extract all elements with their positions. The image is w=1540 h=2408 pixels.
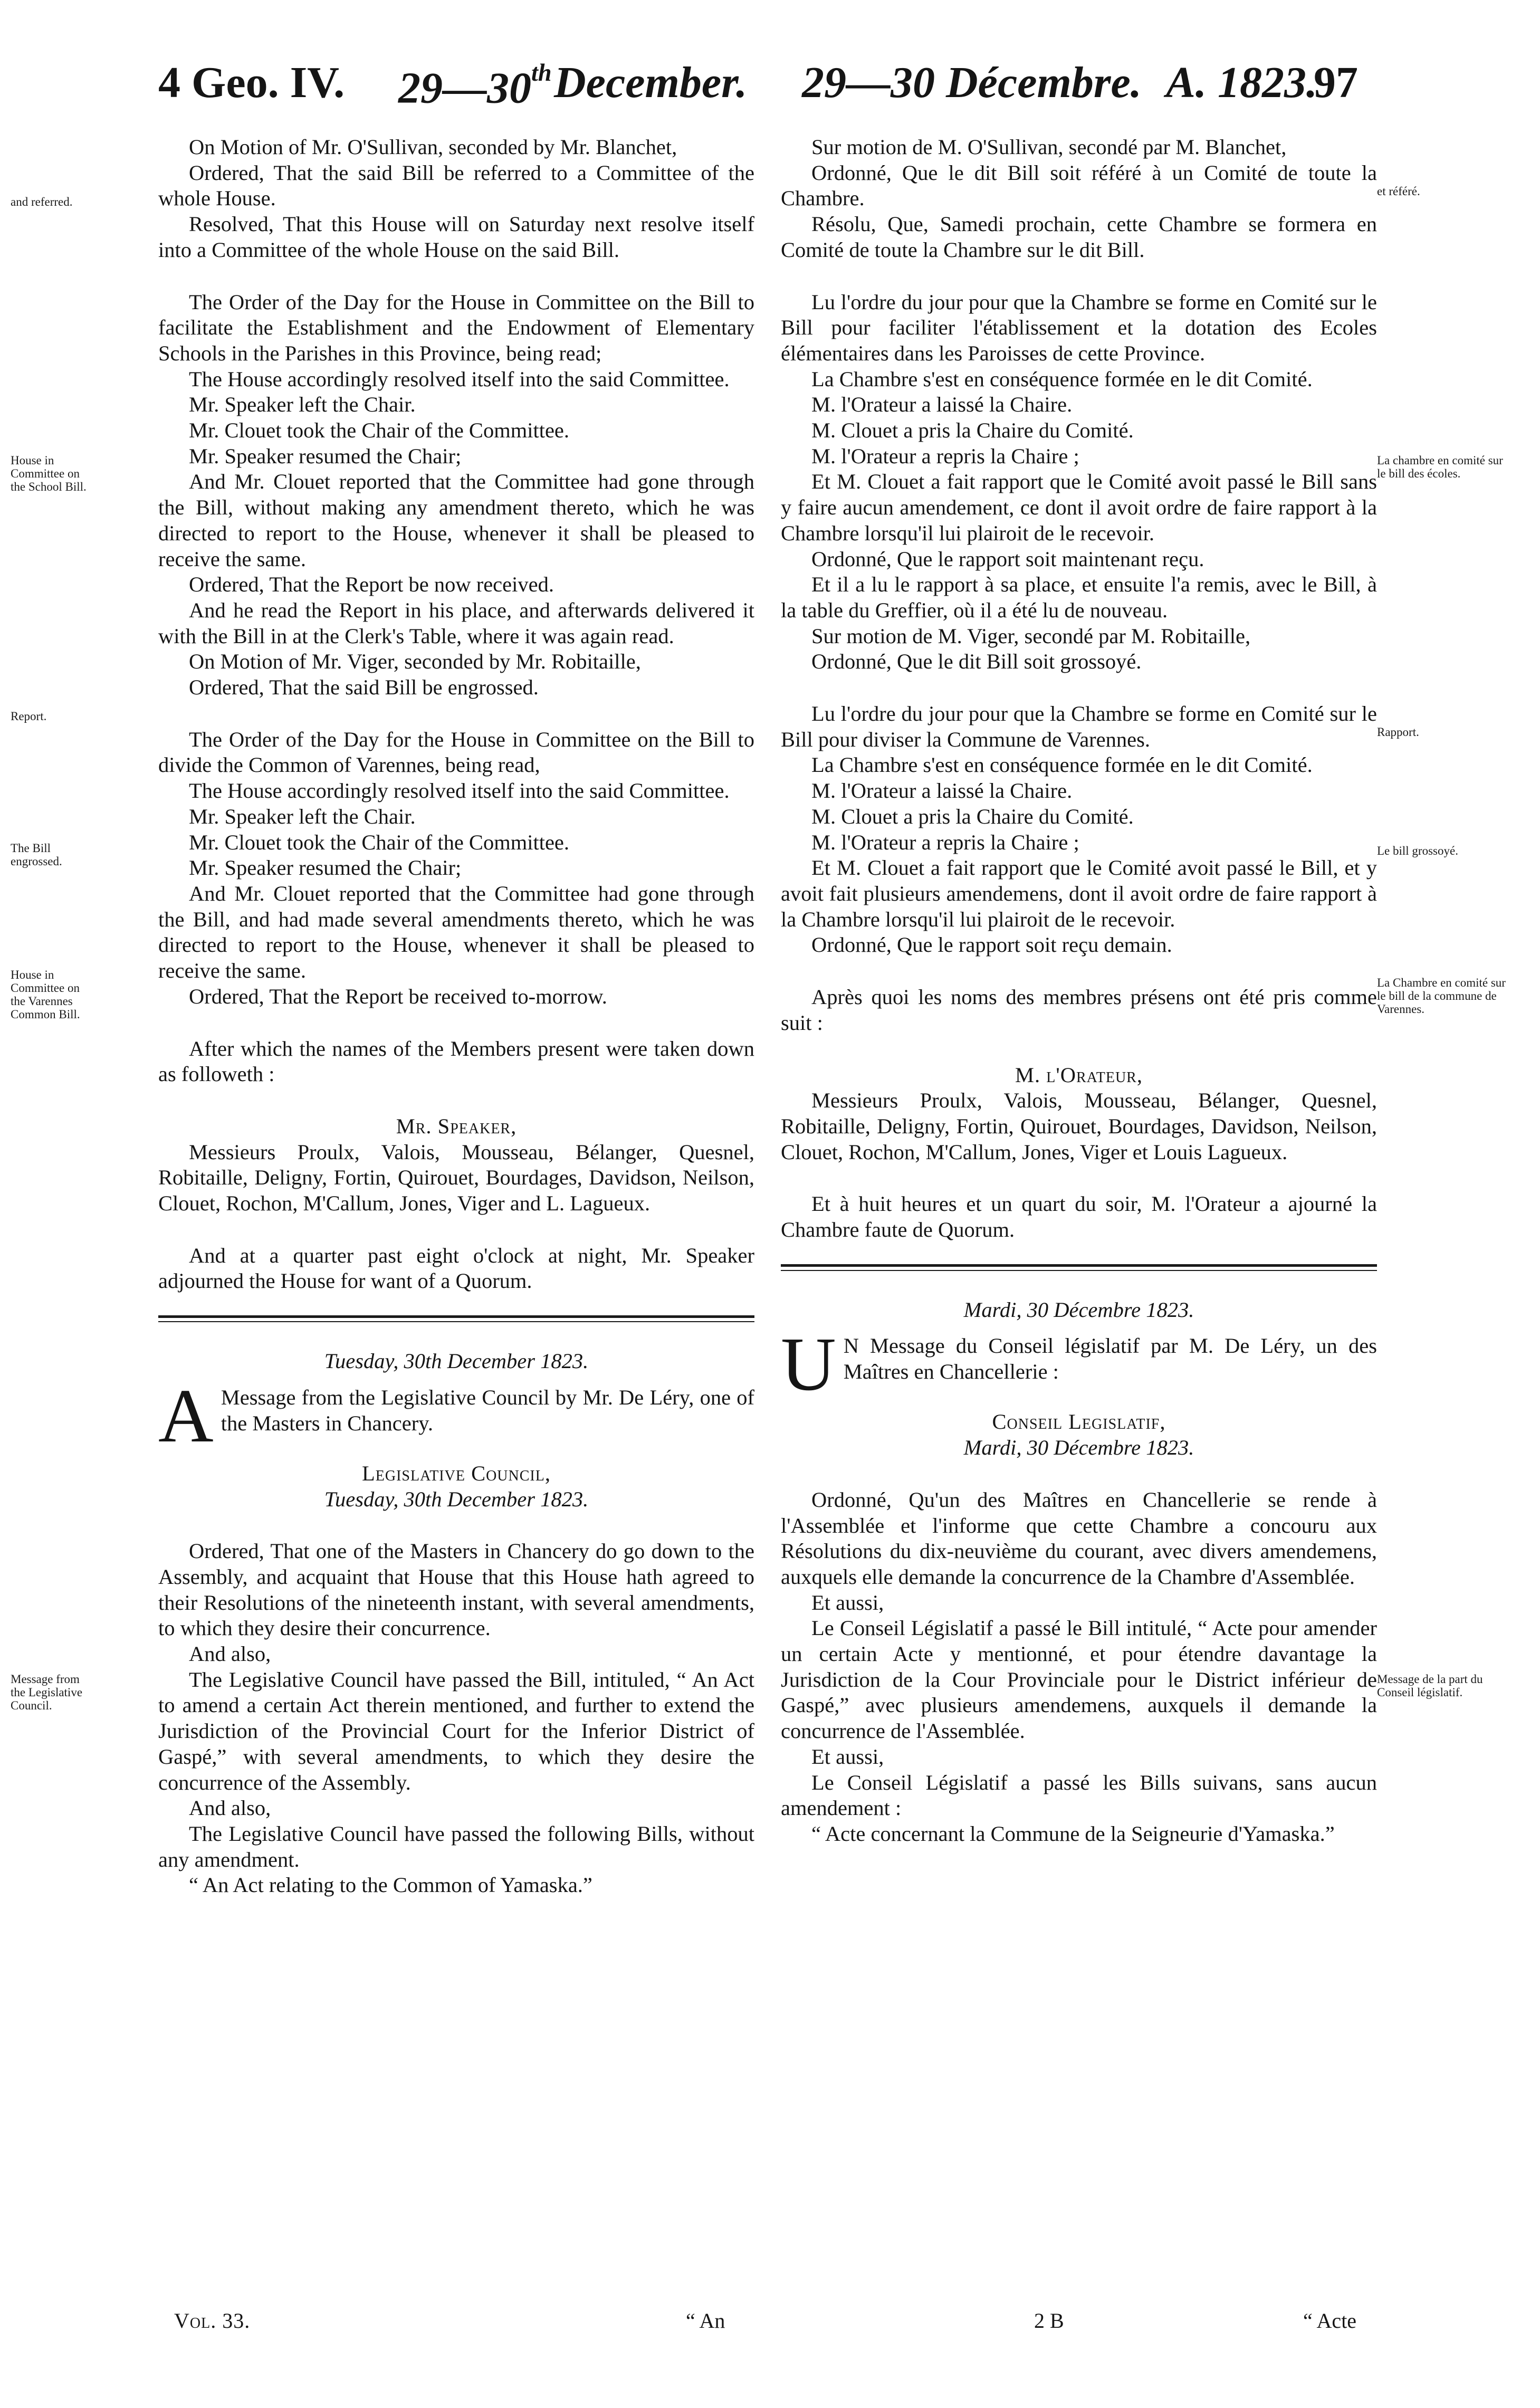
en-message	[158, 1373, 754, 1458]
en-p8: Mr. Speaker resumed the Chair;	[189, 444, 462, 468]
en-p1: On Motion of Mr. O'Sullivan, seconded by Mr. Blanchet,	[189, 135, 677, 159]
en-p2: Ordered, That the said Bill be referred to a Committee of the whole House.	[158, 160, 754, 211]
fr-p19: Et M. Clouet a fait rapport que le Comité avoit passé le Bill, et y avoit fait plusieurs amendemens, dont il avoit ordre de faire rapport à la Chambre lorsqu'il lui plairoit de le recevoir.	[781, 856, 1377, 931]
header-year	[1166, 58, 1318, 107]
fr-p12: Sur motion de M. Viger, secondé par M. Robitaille,	[811, 624, 1251, 648]
fr-p7: M. Clouet a pris la Chaire du Comité.	[811, 418, 1134, 443]
fr-speaker: M. l'Orateur,	[1015, 1063, 1143, 1087]
footer-catchword-en: “ An	[686, 2309, 725, 2333]
en-p16: Mr. Speaker left the Chair.	[189, 804, 416, 828]
fr-message	[781, 1322, 1377, 1407]
en-message-text: Message from the Legislative Council by Mr. De Léry, one of the Masters in Chancery.	[221, 1385, 754, 1435]
fr-section-rule	[781, 1264, 1377, 1271]
en-p12: On Motion of Mr. Viger, seconded by Mr. Robitaille,	[189, 649, 641, 674]
fr-message-text: N Message du Conseil législatif par M. De Léry, un des Maîtres en Chancellerie :	[843, 1334, 1377, 1384]
margin-note-commune: La Chambre en comité sur le bill de la commune de Varennes.	[1377, 976, 1506, 1016]
margin-note-grossoye: Le bill grossoyé.	[1377, 844, 1458, 857]
fr-p15: La Chambre s'est en conséquence formée en le dit Comité.	[811, 753, 1313, 777]
en-p13: Ordered, That the said Bill be engrossed.	[189, 675, 539, 700]
fr-p27: Le Conseil Législatif a passé les Bills suivans, sans aucun amendement :	[781, 1770, 1377, 1820]
margin-note-varennes: House in Committee on the Varennes Common Bill.	[11, 968, 80, 1021]
en-speaker: Mr. Speaker,	[396, 1114, 517, 1138]
en-message-dropcap: A	[158, 1373, 214, 1458]
fr-p23: Ordonné, Qu'un des Maîtres en Chancellerie se rende à l'Assemblée et l'informe que cette Chambre a concouru aux Résolutions du dix-neuvième du courant, avec divers amendemens, auxquels elle demande la concurrence de la Chambre d'Assemblée.	[781, 1487, 1377, 1589]
en-p10: Ordered, That the Report be now received.	[189, 572, 554, 597]
header-reign: 4 Geo. IV.	[158, 58, 345, 107]
french-column	[781, 135, 1377, 1847]
en-p22: And at a quarter past eight o'clock at night, Mr. Speaker adjourned the House for want of a Quorum.	[158, 1243, 754, 1293]
en-p24: And also,	[189, 1642, 271, 1666]
fr-p28: “ Acte concernant la Commune de la Seigneurie d'Yamaska.”	[811, 1821, 1335, 1846]
footer-signature: 2 B	[1034, 2309, 1064, 2333]
fr-p13: Ordonné, Que le dit Bill soit grossoyé.	[811, 649, 1142, 674]
en-p23: Ordered, That one of the Masters in Chancery do go down to the Assembly, and acquaint that House that this House hath agreed to their Resolutions of the nineteenth instant, with several amendments, to which they desire their concurrence.	[158, 1539, 754, 1640]
header-left-month	[554, 58, 748, 107]
header-left-date-suffix: th	[531, 59, 552, 86]
en-date2: Tuesday, 30th December 1823.	[324, 1349, 589, 1373]
margin-note-referred: and referred.	[11, 195, 73, 208]
fr-p4: Lu l'ordre du jour pour que la Chambre se forme en Comité sur le Bill pour faciliter l'établissement et la dotation des Ecoles élémentaires dans les Paroisses de cette Province.	[781, 290, 1377, 365]
margin-note-engrossed: The Bill engrossed.	[11, 842, 62, 868]
fr-p20: Ordonné, Que le rapport soit reçu demain.	[811, 933, 1172, 957]
header-left-month-text: December.	[554, 58, 748, 107]
en-p26: And also,	[189, 1796, 271, 1820]
margin-note-refere: et référé.	[1377, 185, 1420, 198]
en-p3: Resolved, That this House will on Saturday next resolve itself into a Committee of the whole House on the said Bill.	[158, 212, 754, 262]
fr-p16: M. l'Orateur a laissé la Chaire.	[811, 779, 1073, 803]
en-p14: The Order of the Day for the House in Committee on the Bill to divide the Common of Varennes, being read,	[158, 727, 754, 777]
fr-p1: Sur motion de M. O'Sullivan, secondé par M. Blanchet,	[811, 135, 1287, 159]
fr-p26: Et aussi,	[811, 1744, 884, 1769]
header-left-date-range: 29—30	[398, 63, 531, 113]
fr-lc-title: Conseil Legislatif,	[992, 1410, 1166, 1434]
header-right-date	[802, 58, 1142, 107]
header-left-date	[398, 61, 552, 111]
en-lc-title: Legislative Council,	[362, 1461, 551, 1485]
en-p25: The Legislative Council have passed the Bill, intituled, “ An Act to amend a certain Act therein mentioned, and further to extend the Jurisdiction of the Provincial Court for the Inferior District of Gaspé,” with several amendments, to which they desire the concurrence of the Assembly.	[158, 1667, 754, 1794]
margin-note-message: Message from the Legislative Council.	[11, 1673, 83, 1712]
en-p21: After which the names of the Members present were taken down as followeth :	[158, 1036, 754, 1086]
header-right-date-text: 29—30 Décembre.	[802, 58, 1142, 107]
margin-note-message-fr: Message de la part du Conseil législatif.	[1377, 1673, 1483, 1699]
en-p19: And Mr. Clouet reported that the Committee had gone through the Bill, and had made several amendments thereto, which he was directed to report to the House, whenever it shall be pleased to receive the same.	[158, 881, 754, 983]
fr-p3: Résolu, Que, Samedi prochain, cette Chambre se formera en Comité de toute la Chambre sur le dit Bill.	[781, 212, 1377, 262]
fr-p25: Le Conseil Législatif a passé le Bill intitulé, “ Acte pour amender un certain Acte y mentionné, et pour étendre davantage la Jurisdiction de la Cour Provinciale pour le District inférieur de Gaspé,” avec plusieurs amendemens, auxquels il demande la concurrence de l'Assemblée.	[781, 1616, 1377, 1743]
fr-members: Messieurs Proulx, Valois, Mousseau, Bélanger, Quesnel, Robitaille, Deligny, Fortin, Quirouet, Bourdages, Davidson, Neilson, Clouet, Rochon, M'Callum, Jones, Viger et Louis Lagueux.	[781, 1088, 1377, 1164]
fr-p9: Et M. Clouet a fait rapport que le Comité avoit passé le Bill sans y faire aucun amendement, ce dont il avoit ordre de faire rapport à la Chambre lorsqu'il lui plairoit de le recevoir.	[781, 470, 1377, 545]
en-p7: Mr. Clouet took the Chair of the Committee.	[189, 418, 570, 443]
fr-p17: M. Clouet a pris la Chaire du Comité.	[811, 804, 1134, 828]
en-p5: The House accordingly resolved itself into the said Committee.	[189, 367, 730, 391]
en-p4: The Order of the Day for the House in Committee on the Bill to facilitate the Establishment and the Endowment of Elementary Schools in the Parishes in this Province, being read;	[158, 290, 754, 365]
fr-p10: Ordonné, Que le rapport soit maintenant reçu.	[811, 547, 1204, 571]
margin-note-ecoles: La chambre en comité sur le bill des écoles.	[1377, 454, 1503, 480]
fr-p6: M. l'Orateur a laissé la Chaire.	[811, 393, 1073, 417]
en-members: Messieurs Proulx, Valois, Mousseau, Bélanger, Quesnel, Robitaille, Deligny, Fortin, Quirouet, Bourdages, Davidson, Neilson, Clouet, Rochon, M'Callum, Jones, Viger and L. Lagueux.	[158, 1140, 754, 1216]
en-lc-date: Tuesday, 30th December 1823.	[324, 1487, 589, 1511]
fr-p22: Et à huit heures et un quart du soir, M. l'Orateur a ajourné la Chambre faute de Quorum.	[781, 1192, 1377, 1242]
en-p9: And Mr. Clouet reported that the Committee had gone through the Bill, without making any amendment thereto, which he was directed to report to the House, whenever it shall be pleased to receive the same.	[158, 470, 754, 571]
en-p11: And he read the Report in his place, and afterwards delivered it with the Bill in at the Clerk's Table, where it was again read.	[158, 598, 754, 648]
english-column	[158, 135, 754, 1898]
fr-p11: Et il a lu le rapport à sa place, et ensuite l'a remis, avec le Bill, à la table du Greffier, où il a été lu de nouveau.	[781, 572, 1377, 622]
margin-note-rapport: Rapport.	[1377, 725, 1419, 739]
fr-p2: Ordonné, Que le dit Bill soit référé à un Comité de toute la Chambre.	[781, 160, 1377, 211]
footer-volume: Vol. 33.	[174, 2309, 251, 2333]
en-p18: Mr. Speaker resumed the Chair;	[189, 856, 462, 880]
en-p17: Mr. Clouet took the Chair of the Committee.	[189, 830, 570, 854]
footer-catchword-fr: “ Acte	[1303, 2309, 1357, 2333]
header-year-text: A. 1823.	[1166, 58, 1318, 107]
en-p15: The House accordingly resolved itself into the said Committee.	[189, 779, 730, 803]
fr-p18: M. l'Orateur a repris la Chaire ;	[811, 830, 1079, 854]
fr-p8: M. l'Orateur a repris la Chaire ;	[811, 444, 1079, 468]
en-p6: Mr. Speaker left the Chair.	[189, 393, 416, 417]
fr-p14: Lu l'ordre du jour pour que la Chambre se forme en Comité sur le Bill pour diviser la Commune de Varennes.	[781, 702, 1377, 751]
fr-date2: Mardi, 30 Décembre 1823.	[963, 1297, 1194, 1322]
margin-note-report: Report.	[11, 710, 47, 723]
fr-lc-date: Mardi, 30 Décembre 1823.	[963, 1436, 1194, 1460]
en-p27: The Legislative Council have passed the following Bills, without any amendment.	[158, 1821, 754, 1871]
fr-p5: La Chambre s'est en conséquence formée en le dit Comité.	[811, 367, 1313, 391]
margin-note-school-bill: House in Committee on the School Bill.	[11, 454, 87, 493]
fr-p24: Et aussi,	[811, 1590, 884, 1614]
fr-message-dropcap: U	[781, 1322, 836, 1407]
en-p28: “ An Act relating to the Common of Yamaska.”	[189, 1873, 592, 1897]
en-p20: Ordered, That the Report be received to-morrow.	[189, 984, 607, 1008]
fr-p21: Après quoi les noms des membres présens ont été pris comme suit :	[781, 985, 1377, 1035]
page-number: 97	[1314, 58, 1358, 107]
en-section-rule	[158, 1315, 754, 1322]
